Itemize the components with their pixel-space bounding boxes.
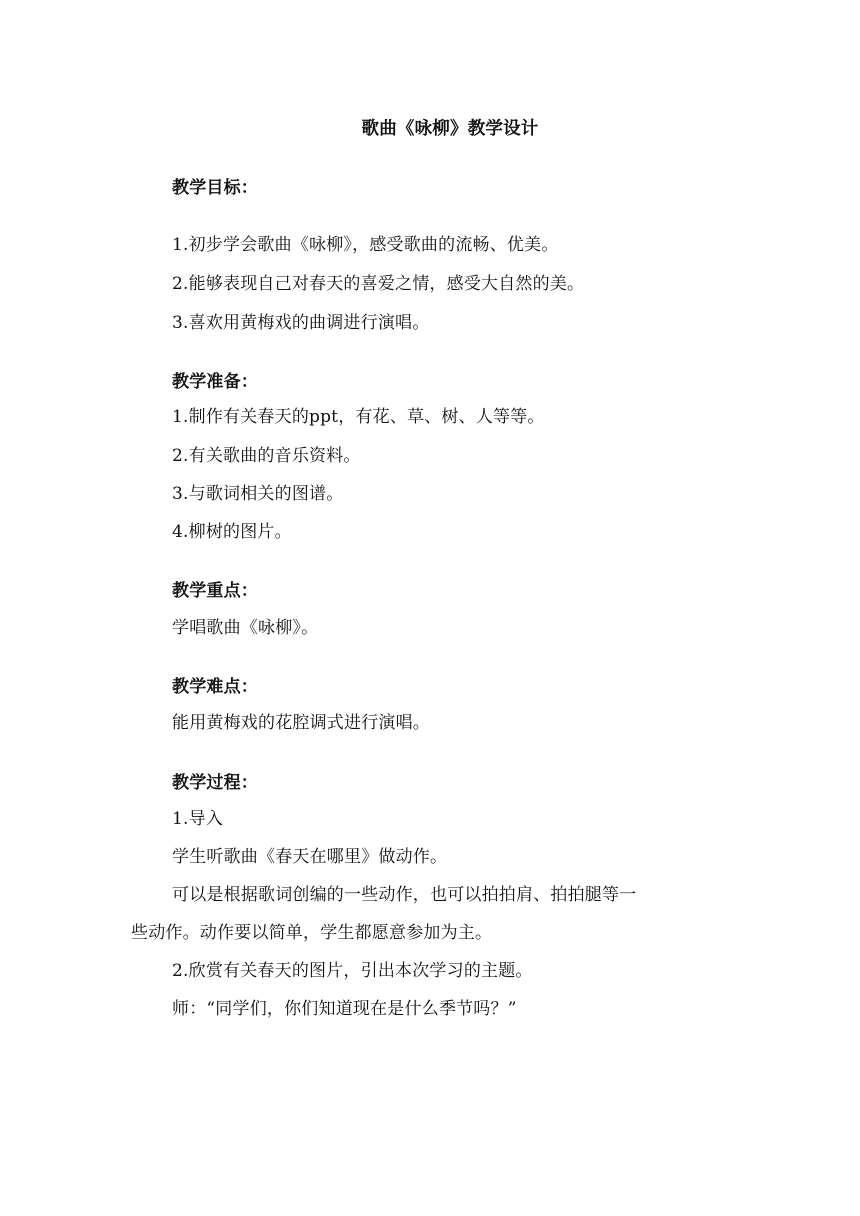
preparation-item: 4.柳树的图片。 — [172, 522, 292, 542]
process-step: 1.导入 — [172, 809, 224, 829]
process-text: 可以是根据歌词创编的一些动作，也可以拍拍肩、拍拍腿等一 — [172, 885, 637, 905]
preparation-item: 1.制作有关春天的ppt，有花、草、树、人等等。 — [172, 407, 545, 427]
process-text: 些动作。动作要以简单，学生都愿意参加为主。 — [131, 923, 493, 943]
key-point-text: 学唱歌曲《咏柳》。 — [172, 618, 319, 638]
process-text: 学生听歌曲《春天在哪里》做动作。 — [172, 847, 448, 867]
process-text: 师：“同学们，你们知道现在是什么季节吗？” — [172, 999, 517, 1019]
difficulty-heading: 教学难点： — [172, 677, 258, 697]
difficulty-text: 能用黄梅戏的花腔调式进行演唱。 — [172, 713, 430, 733]
document-title: 歌曲《咏柳》教学设计 — [361, 119, 539, 139]
objective-item: 2.能够表现自己对春天的喜爱之情，感受大自然的美。 — [172, 274, 585, 294]
preparation-item: 2.有关歌曲的音乐资料。 — [172, 446, 361, 466]
objective-item: 1.初步学会歌曲《咏柳》，感受歌曲的流畅、优美。 — [172, 235, 559, 255]
preparation-item: 3.与歌词相关的图谱。 — [172, 484, 344, 504]
process-step: 2.欣赏有关春天的图片，引出本次学习的主题。 — [172, 961, 533, 981]
key-point-heading: 教学重点： — [172, 581, 258, 601]
objectives-heading: 教学目标： — [172, 178, 258, 198]
objective-item: 3.喜欢用黄梅戏的曲调进行演唱。 — [172, 313, 430, 333]
process-heading: 教学过程： — [172, 773, 258, 793]
preparation-heading: 教学准备： — [172, 372, 258, 392]
